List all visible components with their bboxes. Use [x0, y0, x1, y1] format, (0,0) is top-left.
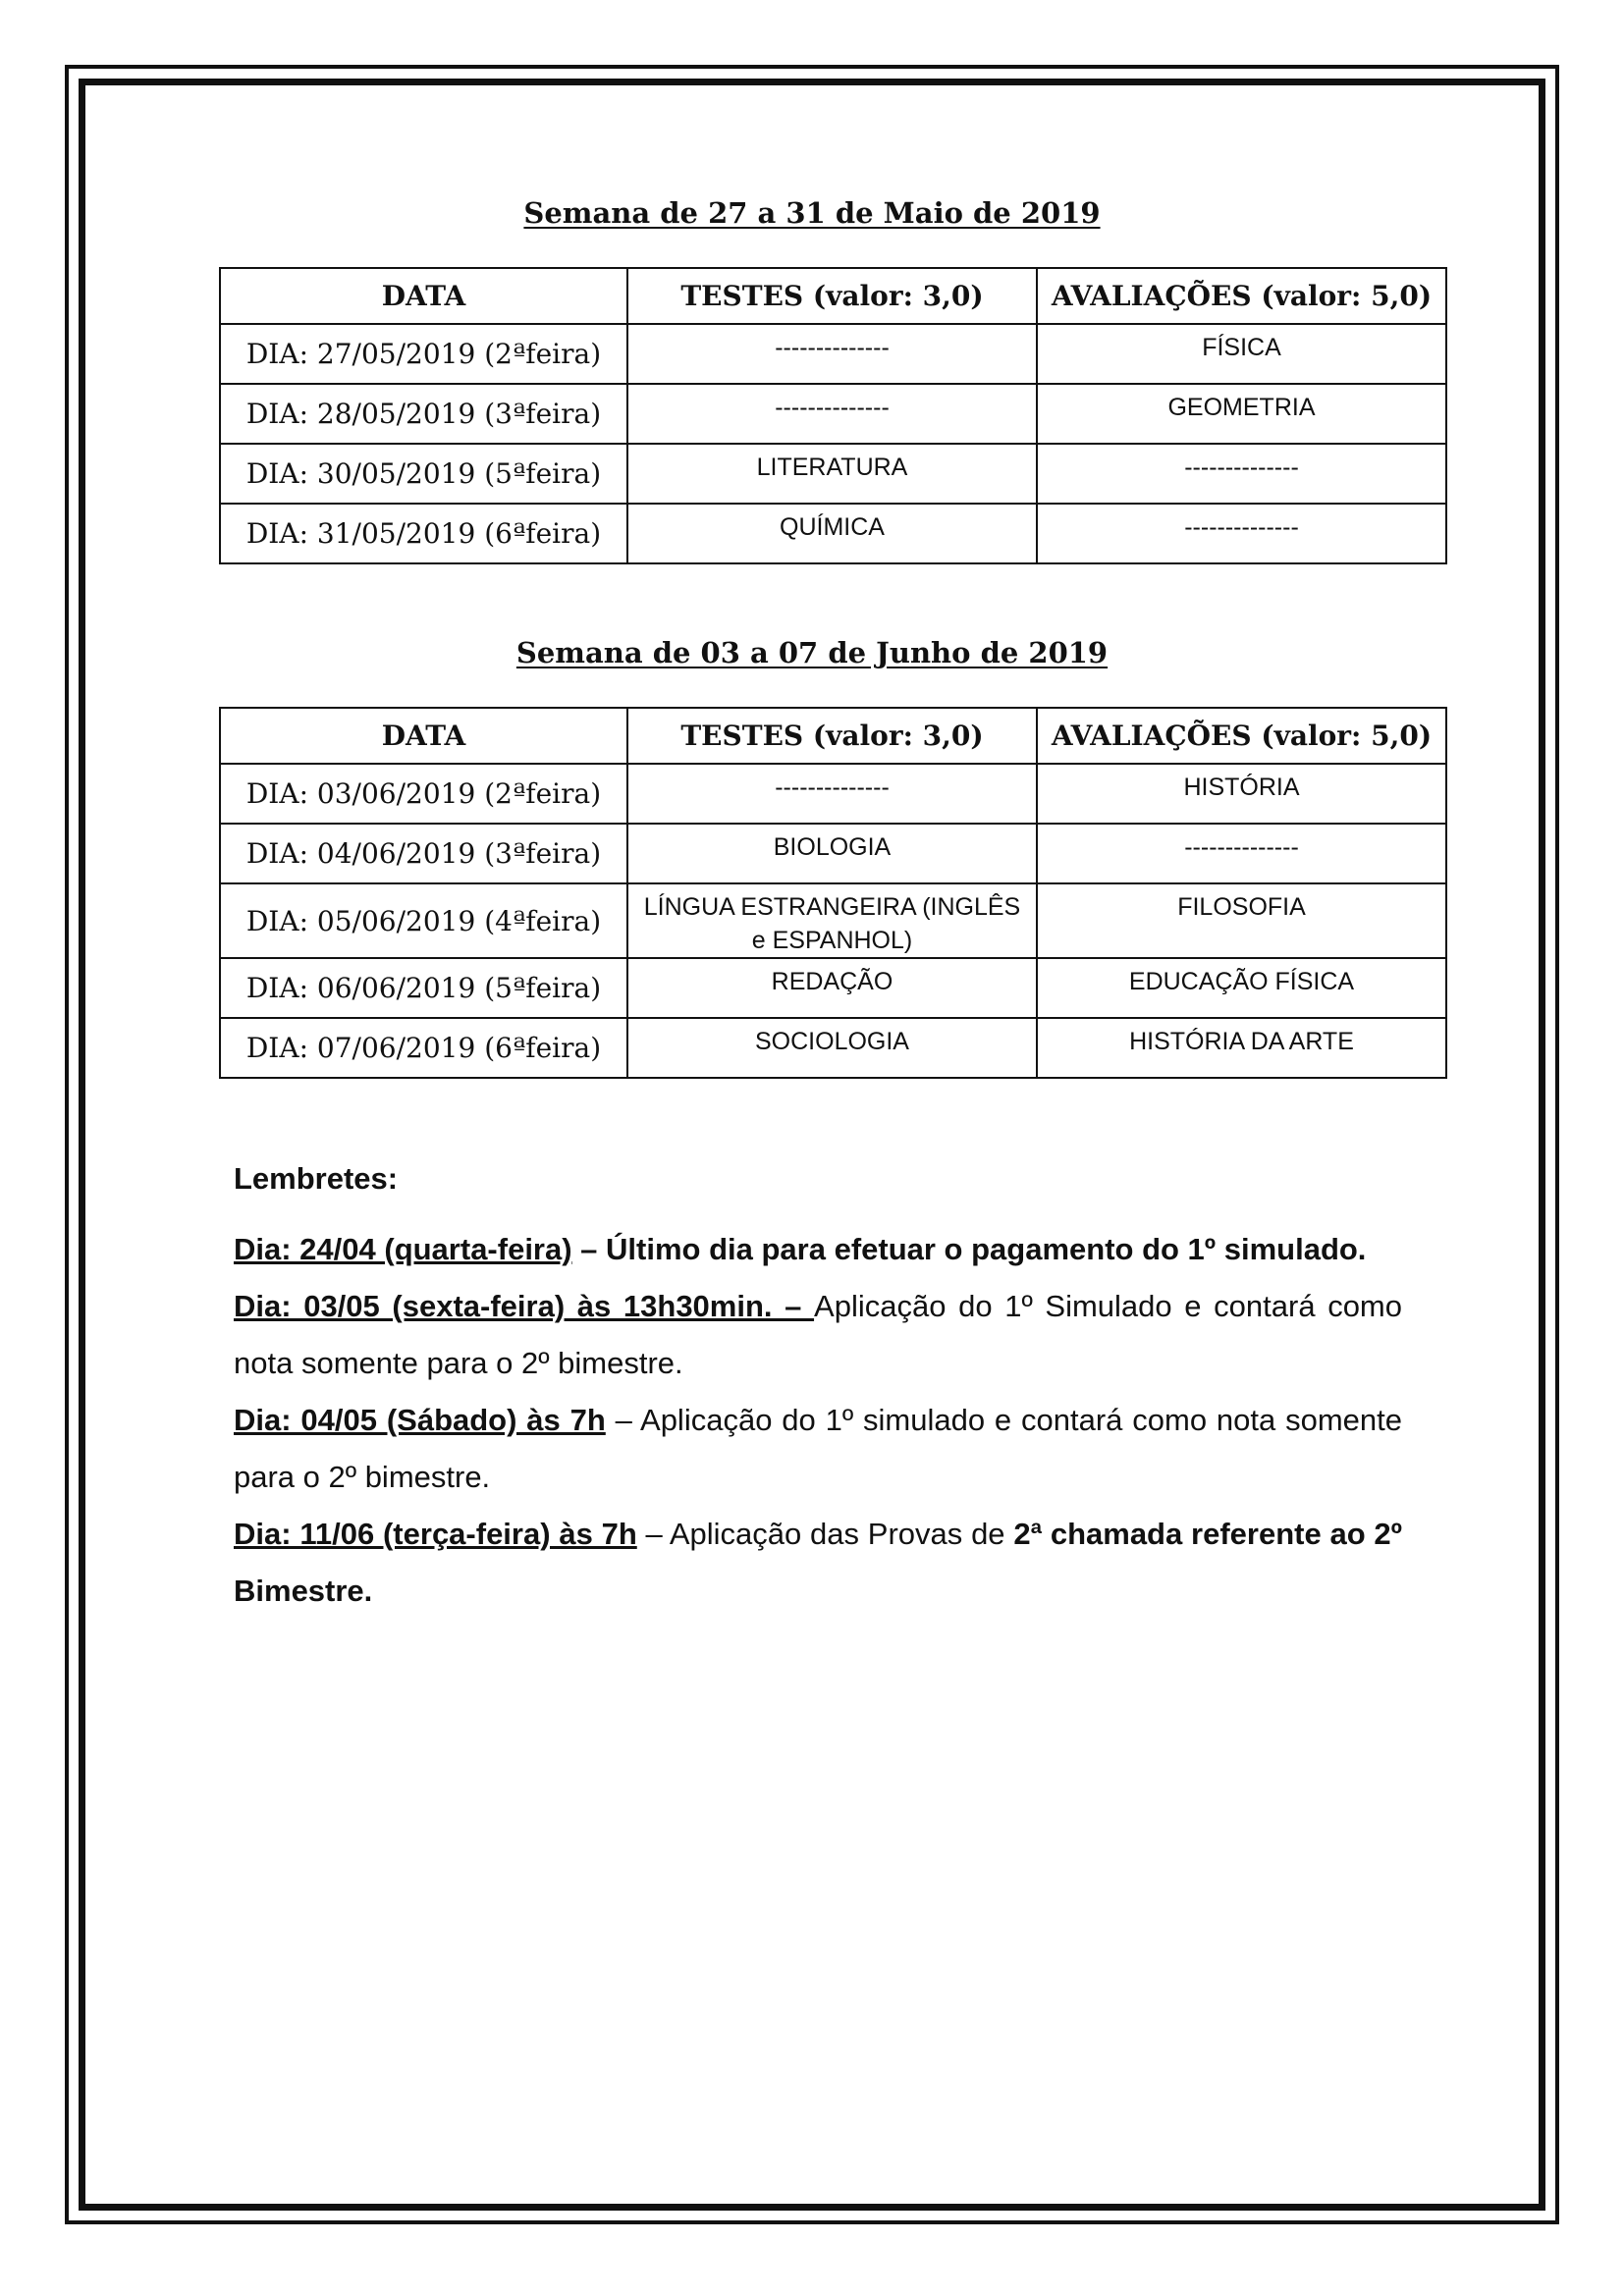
week-title-may: Semana de 27 a 31 de Maio de 2019 — [523, 196, 1101, 230]
reminder-item — [234, 1506, 1402, 1620]
reminder-text: – Aplicação do 1º simulado e contará como nota somente para o 2º bimestre. — [234, 1403, 1402, 1494]
table-row — [220, 1018, 1446, 1078]
reminder-text: – Último dia para efetuar o pagamento do 1º simulado. — [571, 1232, 1367, 1266]
reminder-date: Dia: 03/05 (sexta-feira) às 13h30min. – — [234, 1289, 815, 1323]
table-row — [220, 824, 1446, 883]
table-header-row — [220, 708, 1446, 764]
cell-date: DIA: 31/05/2019 (6ªfeira) — [220, 504, 627, 563]
reminder-date: Dia: 24/04 (quarta-feira) — [234, 1232, 572, 1266]
schedule-table-june — [219, 707, 1447, 1079]
reminder-date: Dia: 04/05 (Sábado) às 7h — [234, 1403, 606, 1437]
cell-date: DIA: 04/06/2019 (3ªfeira) — [220, 824, 627, 883]
cell-teste: LÍNGUA ESTRANGEIRA (INGLÊS e ESPANHOL) — [627, 883, 1037, 958]
reminder-item — [234, 1392, 1402, 1506]
cell-avaliacao: HISTÓRIA DA ARTE — [1037, 1018, 1446, 1078]
cell-date: DIA: 30/05/2019 (5ªfeira) — [220, 444, 627, 504]
table-row — [220, 384, 1446, 444]
cell-teste: SOCIOLOGIA — [627, 1018, 1037, 1078]
header-avaliacoes: AVALIAÇÕES (valor: 5,0) — [1037, 708, 1446, 764]
cell-date: DIA: 03/06/2019 (2ªfeira) — [220, 764, 627, 824]
cell-teste: QUÍMICA — [627, 504, 1037, 563]
table-row — [220, 444, 1446, 504]
table-row — [220, 324, 1446, 384]
reminder-item — [234, 1221, 1402, 1278]
cell-avaliacao: GEOMETRIA — [1037, 384, 1446, 444]
header-testes: TESTES (valor: 3,0) — [627, 708, 1037, 764]
reminder-text: – Aplicação das Provas de — [636, 1517, 1014, 1551]
reminder-text: Aplicação do 1º Simulado e contará como nota somente para o 2º bimestre. — [234, 1289, 1402, 1380]
cell-avaliacao: EDUCAÇÃO FÍSICA — [1037, 958, 1446, 1018]
cell-avaliacao: FILOSOFIA — [1037, 883, 1446, 958]
reminders-section — [234, 1150, 1402, 1620]
cell-teste: REDAÇÃO — [627, 958, 1037, 1018]
reminder-emphasis: 2ª chamada referente ao 2º Bimestre. — [234, 1517, 1402, 1608]
reminder-item — [234, 1278, 1402, 1392]
table-row — [220, 504, 1446, 563]
cell-date: DIA: 07/06/2019 (6ªfeira) — [220, 1018, 627, 1078]
reminders-heading: Lembretes: — [234, 1161, 399, 1196]
cell-date: DIA: 27/05/2019 (2ªfeira) — [220, 324, 627, 384]
cell-teste: -------------- — [627, 384, 1037, 444]
schedule-table-may — [219, 267, 1447, 564]
header-data: DATA — [220, 268, 627, 324]
reminder-date: Dia: 11/06 (terça-feira) às 7h — [234, 1517, 637, 1551]
cell-teste: -------------- — [627, 764, 1037, 824]
header-testes: TESTES (valor: 3,0) — [627, 268, 1037, 324]
header-avaliacoes: AVALIAÇÕES (valor: 5,0) — [1037, 268, 1446, 324]
cell-teste: -------------- — [627, 324, 1037, 384]
cell-date: DIA: 28/05/2019 (3ªfeira) — [220, 384, 627, 444]
table-row — [220, 958, 1446, 1018]
cell-avaliacao: -------------- — [1037, 824, 1446, 883]
week-title-june: Semana de 03 a 07 de Junho de 2019 — [515, 636, 1109, 669]
table-row — [220, 883, 1446, 958]
cell-avaliacao: -------------- — [1037, 444, 1446, 504]
table-row — [220, 764, 1446, 824]
cell-teste: LITERATURA — [627, 444, 1037, 504]
cell-avaliacao: -------------- — [1037, 504, 1446, 563]
header-data: DATA — [220, 708, 627, 764]
table-header-row — [220, 268, 1446, 324]
cell-date: DIA: 06/06/2019 (5ªfeira) — [220, 958, 627, 1018]
cell-avaliacao: HISTÓRIA — [1037, 764, 1446, 824]
cell-date: DIA: 05/06/2019 (4ªfeira) — [220, 883, 627, 958]
cell-avaliacao: FÍSICA — [1037, 324, 1446, 384]
cell-teste: BIOLOGIA — [627, 824, 1037, 883]
